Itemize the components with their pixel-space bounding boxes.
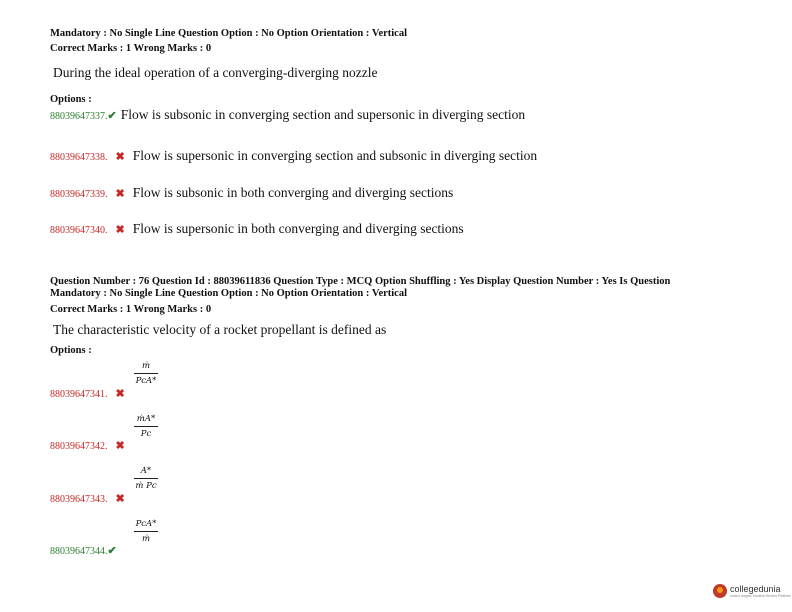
fraction-numerator: PcA* <box>135 519 157 529</box>
q75-stem: During the ideal operation of a converging-diverging nozzle <box>53 65 378 80</box>
q75-option-4 <box>50 220 464 238</box>
option-text: Flow is subsonic in converging section and supersonic in diverging section <box>120 107 526 122</box>
q76-header-line1: Question Number : 76 Question Id : 88039611836 Question Type : MCQ Option Shuffling : Yes Display Question Number : Yes Is Question <box>50 276 671 287</box>
option-id: 88039647338. <box>50 152 108 163</box>
cross-icon: ✖ <box>115 440 125 452</box>
check-icon: ✔ <box>107 545 117 557</box>
q75-options-label: Options : <box>50 94 92 105</box>
q75-option-1 <box>50 106 525 124</box>
q76-option-2-formula <box>134 414 158 439</box>
cross-icon: ✖ <box>115 151 125 163</box>
q76-header-line3: Correct Marks : 1 Wrong Marks : 0 <box>50 304 212 315</box>
q76-option-4-id: 88039647344.✔ <box>50 545 117 557</box>
q76-header-line2: Mandatory : No Single Line Question Option : No Option Orientation : Vertical <box>50 288 408 299</box>
logo-icon <box>713 584 727 598</box>
q76-option-3-id: 88039647343. ✖ <box>50 493 125 505</box>
q76-option-2-id: 88039647342. ✖ <box>50 440 125 452</box>
fraction-denominator: ṁ <box>141 534 151 544</box>
option-id: 88039647339. <box>50 189 108 200</box>
q76-options-label: Options : <box>50 345 92 356</box>
fraction-numerator: A* <box>140 466 152 476</box>
cross-icon: ✖ <box>115 224 125 236</box>
logo-tagline: India's largest Student Review Platform <box>730 594 791 598</box>
q76-option-1-formula <box>134 361 158 386</box>
option-id: 88039647340. <box>50 225 108 236</box>
fraction-denominator: PcA* <box>135 376 157 386</box>
fraction-numerator: ṁA* <box>136 414 156 424</box>
option-text: Flow is supersonic in converging section and subsonic in diverging section <box>132 148 538 163</box>
q76-option-3-formula <box>134 466 158 491</box>
fraction-denominator: ṁ Pc <box>135 481 157 491</box>
q76-stem: The characteristic velocity of a rocket propellant is defined as <box>53 322 387 337</box>
option-text: Flow is subsonic in both converging and diverging sections <box>132 185 454 200</box>
cross-icon: ✖ <box>115 188 125 200</box>
cross-icon: ✖ <box>115 493 125 505</box>
check-icon: ✔ <box>107 110 117 122</box>
option-text: Flow is supersonic in both converging and diverging sections <box>132 221 464 236</box>
q76-option-1-id: 88039647341. ✖ <box>50 388 125 400</box>
option-id: 88039647337. <box>50 111 108 122</box>
q75-header-line1: Mandatory : No Single Line Question Option : No Option Orientation : Vertical <box>50 28 408 39</box>
q76-option-4-formula <box>134 519 158 544</box>
collegedunia-logo <box>713 584 791 598</box>
q75-header-line2: Correct Marks : 1 Wrong Marks : 0 <box>50 43 212 54</box>
fraction-denominator: Pc <box>140 429 152 439</box>
fraction-numerator: ṁ <box>141 361 151 371</box>
cross-icon: ✖ <box>115 388 125 400</box>
q75-option-2 <box>50 147 537 165</box>
logo-brand: collegedunia <box>730 584 781 594</box>
q75-option-3 <box>50 184 453 202</box>
